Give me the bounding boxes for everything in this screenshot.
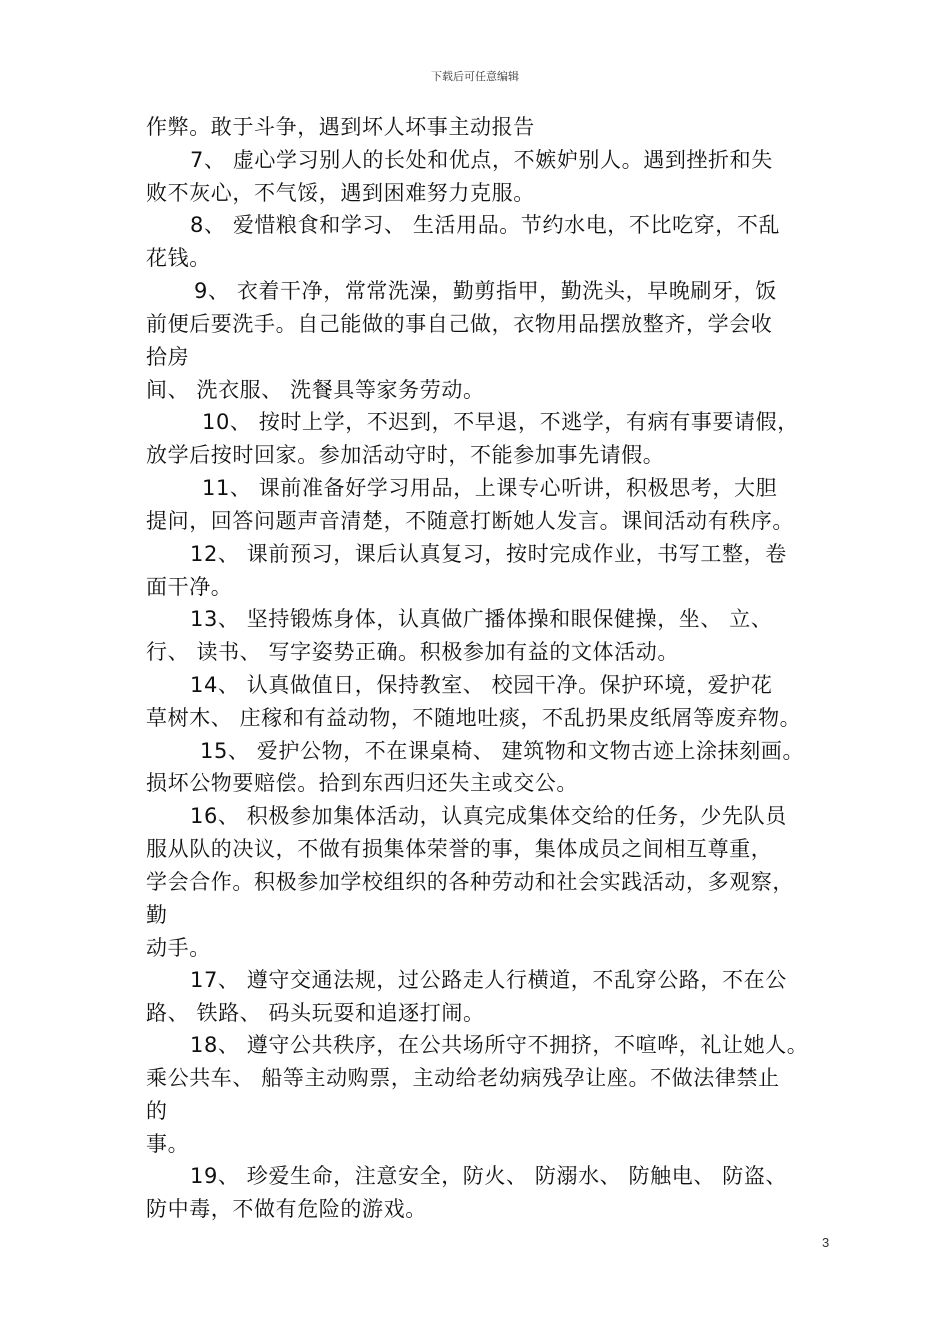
text-line-27: 17、 遵守交通法规，过公路走人行横道，不乱穿公路，不在公 [190, 968, 787, 992]
text-line-4: 8、 爱惜粮食和学习、 生活用品。节约水电，不比吃穿，不乱 [190, 213, 781, 237]
text-line-13: 提问，回答问题声音清楚，不随意打断她人发言。课间活动有秩序。 [146, 509, 794, 533]
text-line-33: 19、 珍爱生命，注意安全，防火、 防溺水、 防触电、 防盗、 [190, 1164, 788, 1188]
text-line-22: 16、 积极参加集体活动，认真完成集体交给的任务，少先队员 [190, 804, 787, 828]
text-line-19: 草树木、 庄稼和有益动物，不随地吐痰，不乱扔果皮纸屑等废弃物。 [146, 706, 802, 730]
text-line-28: 路、 铁路、 码头玩耍和追逐打闹。 [146, 1001, 485, 1025]
text-line-18: 14、 认真做值日，保持教室、 校园干净。保护环境，爱护花 [190, 673, 773, 697]
text-line-1: 作弊。敢于斗争，遇到坏人坏事主动报告 [146, 115, 535, 139]
text-line-9: 间、 洗衣服、 洗餐具等家务劳动。 [146, 378, 485, 402]
text-line-10: 10、 按时上学，不迟到，不早退，不逃学，有病有事要请假， [202, 410, 799, 434]
text-line-8: 拾房 [146, 345, 190, 369]
text-line-5: 花钱。 [146, 246, 211, 270]
text-line-7: 前便后要洗手。自己能做的事自己做，衣物用品摆放整齐，学会收 [146, 312, 773, 336]
header-note: 下载后可任意编辑 [431, 70, 519, 83]
text-line-20: 15、 爱护公物，不在课桌椅、 建筑物和文物古迹上涂抹刻画。 [200, 739, 805, 763]
text-line-31: 的 [146, 1099, 168, 1123]
text-line-30: 乘公共车、 船等主动购票，主动给老幼病残孕让座。不做法律禁止 [146, 1066, 780, 1090]
text-line-25: 勤 [146, 903, 168, 927]
text-line-14: 12、 课前预习，课后认真复习，按时完成作业，书写工整，卷 [190, 542, 787, 566]
text-line-3: 败不灰心，不气馁，遇到困难努力克服。 [146, 181, 535, 205]
text-line-16: 13、 坚持锻炼身体，认真做广播体操和眼保健操，坐、 立、 [190, 607, 773, 631]
page-number: 3 [822, 1235, 830, 1250]
text-line-26: 动手。 [146, 936, 211, 960]
text-line-11: 放学后按时回家。参加活动守时，不能参加事先请假。 [146, 443, 665, 467]
text-line-12: 11、 课前准备好学习用品，上课专心听讲，积极思考，大胆 [202, 476, 778, 500]
text-line-32: 事。 [146, 1132, 190, 1156]
text-line-17: 行、 读书、 写字姿势正确。积极参加有益的文体活动。 [146, 640, 679, 664]
text-line-29: 18、 遵守公共秩序，在公共场所守不拥挤，不喧哗，礼让她人。 [190, 1033, 809, 1057]
text-line-21: 损坏公物要赔偿。拾到东西归还失主或交公。 [146, 771, 578, 795]
text-line-6: 9、 衣着干净，常常洗澡，勤剪指甲，勤洗头，早晚刷牙，饭 [194, 279, 777, 303]
text-line-24: 学会合作。积极参加学校组织的各种劳动和社会实践活动，多观察， [146, 870, 794, 894]
text-line-34: 防中毒，不做有危险的游戏。 [146, 1197, 427, 1221]
text-line-2: 7、 虚心学习别人的长处和优点，不嫉妒别人。遇到挫折和失 [190, 148, 773, 172]
text-line-23: 服从队的决议，不做有损集体荣誉的事，集体成员之间相互尊重， [146, 837, 773, 861]
text-line-15: 面干净。 [146, 575, 233, 599]
